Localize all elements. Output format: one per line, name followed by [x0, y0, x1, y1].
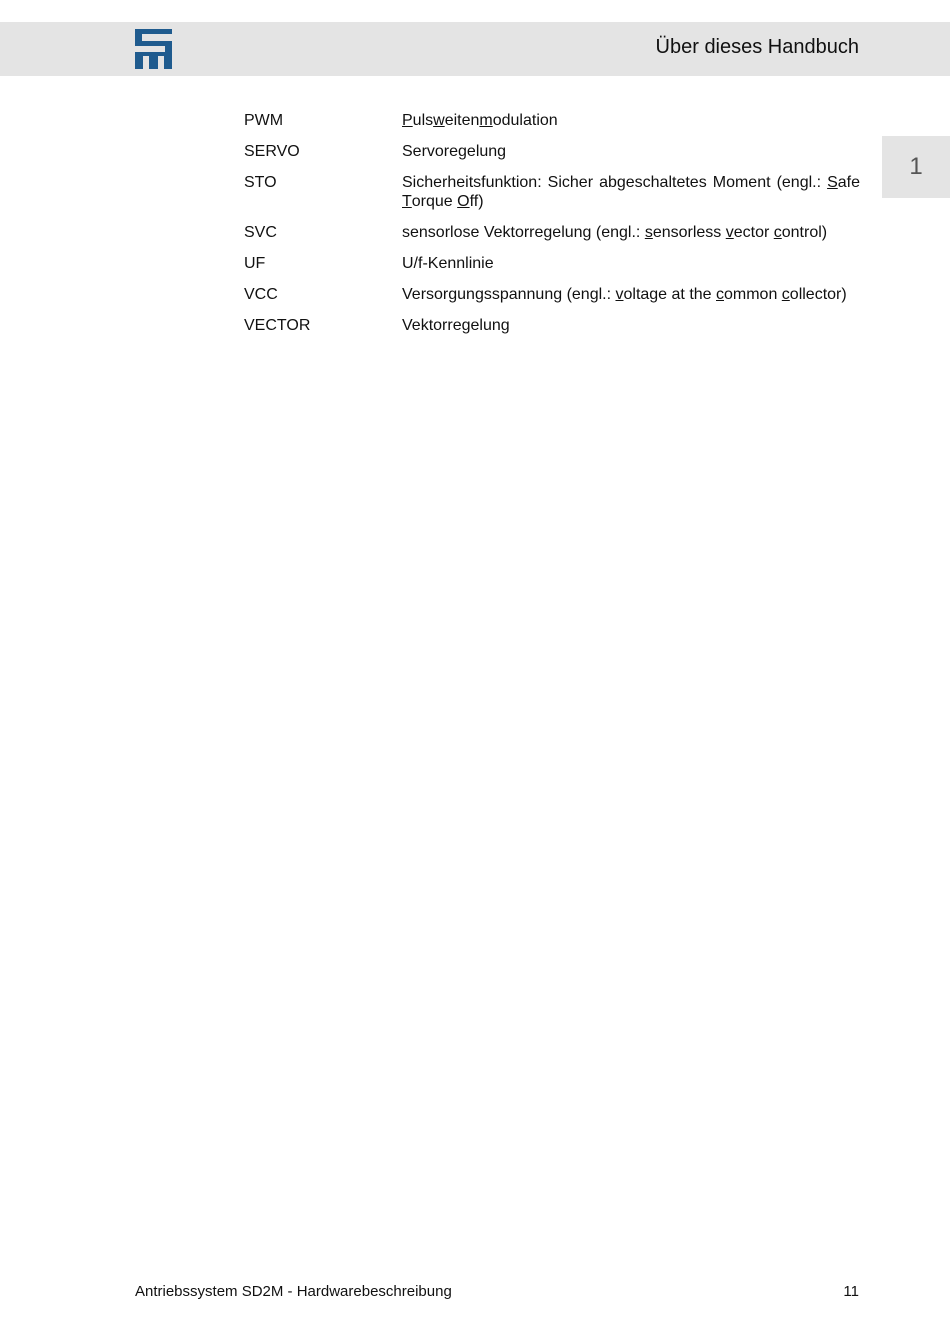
definition-text: odulation [492, 112, 558, 129]
underlined-initial: c [773, 224, 782, 241]
underlined-initial: O [457, 193, 470, 210]
abbreviation-row [244, 254, 860, 273]
underlined-initial: v [725, 224, 734, 241]
definition-text: orque [411, 193, 458, 210]
chapter-number: 1 [909, 153, 923, 180]
definition-text: ector [733, 224, 774, 241]
abbreviation-definition [402, 173, 860, 211]
definition-text: afe [837, 174, 860, 191]
abbreviation-row [244, 173, 860, 211]
abbreviation-definition [402, 285, 860, 304]
abbreviation-definition [402, 111, 860, 130]
abbreviation-row [244, 285, 860, 304]
underlined-initial: m [479, 112, 493, 129]
abbreviation-term: VECTOR [244, 317, 311, 334]
abbreviation-term: SERVO [244, 143, 300, 160]
definition-text: ensorless [652, 224, 726, 241]
definition-text: ommon [724, 286, 782, 303]
abbreviation-row [244, 142, 860, 161]
definition-text: U/f-Kennlinie [402, 255, 494, 272]
underlined-initial: c [716, 286, 724, 303]
footer-page-number: 11 [843, 1283, 859, 1300]
definition-text: Vektorregelung [402, 317, 510, 334]
abbreviation-term: UF [244, 255, 266, 272]
definition-text: sensorlose Vektorregelung (engl.: [402, 224, 645, 241]
abbreviation-term: STO [244, 174, 277, 191]
underlined-initial: v [615, 286, 624, 303]
definition-text: ff) [469, 193, 484, 210]
abbreviation-definition [402, 316, 860, 335]
abbreviation-definition [402, 142, 860, 161]
abbreviation-definition [402, 254, 860, 273]
footer-document-title: Antriebssystem SD2M - Hardwarebeschreibung [135, 1283, 452, 1300]
abbreviation-definition [402, 223, 860, 242]
underlined-initial: c [781, 286, 790, 303]
chapter-tab [882, 136, 950, 198]
page-title: Über dieses Handbuch [655, 36, 859, 58]
definition-text: Versorgungsspannung (engl.: [402, 286, 616, 303]
definition-text: Servoregelung [402, 143, 507, 160]
definition-text: oltage at the [623, 286, 716, 303]
abbreviation-term: VCC [244, 286, 278, 303]
definition-text: ollector) [789, 286, 847, 303]
underlined-initial: w [433, 112, 445, 129]
abbreviation-row [244, 316, 860, 335]
abbreviation-list [244, 111, 860, 347]
abbreviation-term: PWM [244, 112, 284, 129]
underlined-initial: P [402, 112, 413, 129]
abbreviation-row [244, 111, 860, 130]
abbreviation-term: SVC [244, 224, 277, 241]
underlined-initial: S [827, 174, 838, 191]
definition-text: ontrol) [781, 224, 828, 241]
definition-text: uls [412, 112, 434, 129]
underlined-initial: T [402, 193, 412, 210]
company-logo [135, 29, 172, 69]
underlined-initial: s [644, 224, 653, 241]
definition-text: Sicherheitsfunktion: Sicher abgeschaltetes Moment (engl.: [402, 174, 828, 191]
abbreviation-row [244, 223, 860, 242]
definition-text: eiten [444, 112, 480, 129]
